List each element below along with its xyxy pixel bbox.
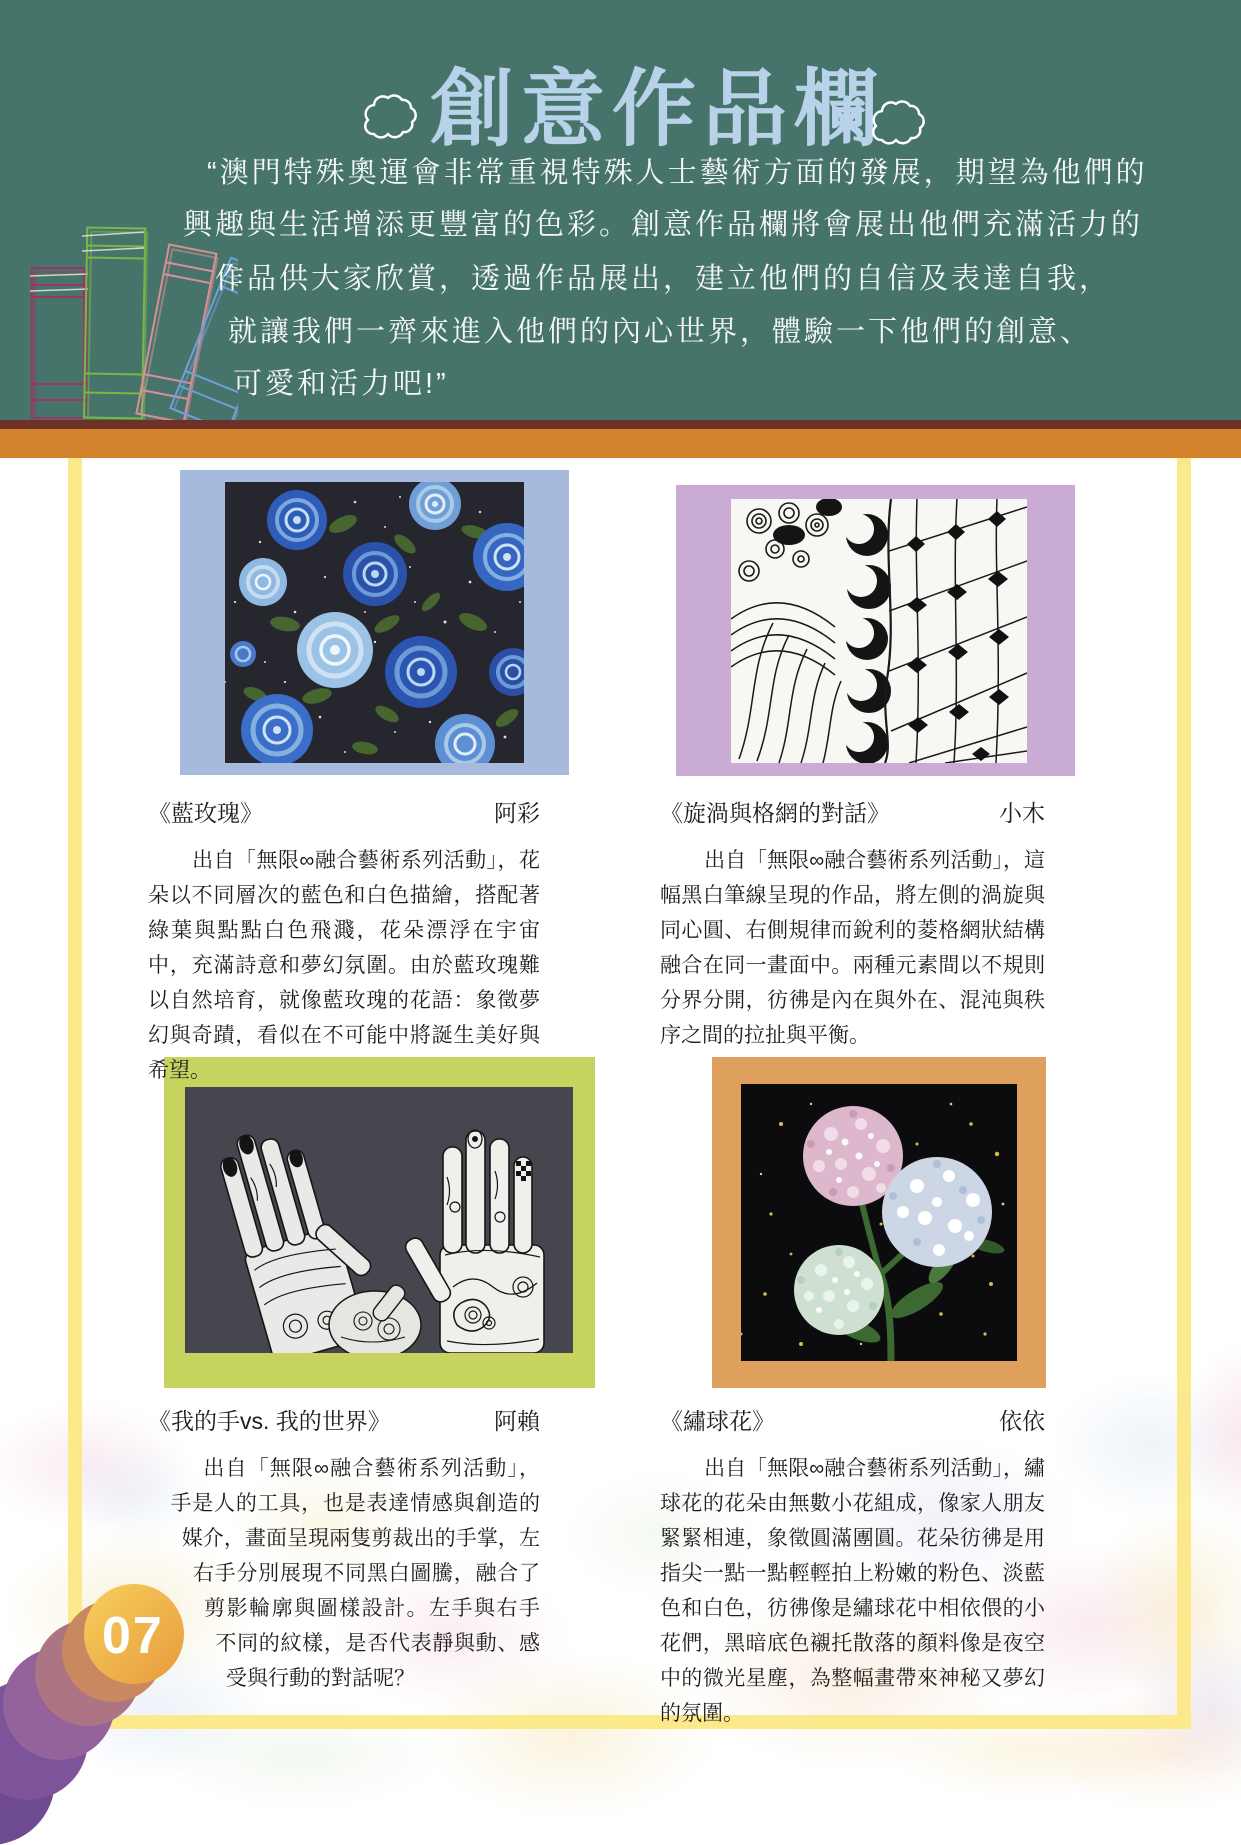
page-number: 07 (102, 1607, 164, 1665)
artwork-description (148, 1451, 540, 1696)
hydrangea-artwork-image (741, 1084, 1017, 1361)
artwork-caption (148, 1403, 540, 1436)
artwork-card-paper-hands (164, 1057, 595, 1388)
intro-line: 就讓我們一齊來進入他們的內心世界，體驗一下他們的創意、 (228, 316, 1093, 348)
artwork-title: 《我的手vs. 我的世界》 (148, 1408, 391, 1434)
swirl-grid-artwork-image (731, 499, 1027, 763)
frame-border-left (68, 458, 82, 1729)
artwork-artist: 阿賴 (494, 1408, 540, 1434)
description-text: 出自「無限∞融合藝術系列活動」，手是人的工具，也是表達情感與創造的媒介，畫面呈現兩隻剪裁出的手掌，左右手分別展現不同黑白圖騰，融合了剪影輪廓與圖樣設計。左手與右手不同的紋樣，是否代表靜與動、感受與行動的對話呢？ (170, 1457, 540, 1690)
artwork-caption (148, 795, 540, 828)
intro-line: 作品供大家欣賞，透過作品展出，建立他們的自信及表達自我， (215, 263, 1112, 295)
artwork-description: 出自「無限∞融合藝術系列活動」，繡球花的花朵由無數小花組成，像家人朋友緊緊相連，象徵圓滿團圓。花朵彷彿是用指尖一點一點輕輕拍上粉嫩的粉色、淡藍色和白色，彷彿像是繡球花中相依偎的小花們，黑暗底色襯托散落的顏料像是夜空中的微光星塵，為整幅畫帶來神秘又夢幻的氛圍。 (660, 1457, 1045, 1725)
artwork-artist: 小木 (999, 800, 1045, 826)
artwork-card-blue-roses (180, 470, 569, 775)
artwork-artist: 依依 (999, 1408, 1045, 1434)
intro-line: 興趣與生活增添更豐富的色彩。創意作品欄將會展出他們充滿活力的 (183, 209, 1144, 241)
artwork-description: 出自「無限∞融合藝術系列活動」，花朵以不同層次的藍色和白色描繪，搭配著綠葉與點點白色飛濺，花朵漂浮在宇宙中，充滿詩意和夢幻氛圍。由於藍玫瑰難以自然培育，就像藍玫瑰的花語：象徵夢幻與奇蹟，看似在不可能中將誕生美好與希望。 (148, 849, 540, 1082)
artwork-caption (660, 795, 1045, 828)
frame-border-right (1177, 458, 1191, 1729)
shelf-stripe (0, 420, 1241, 429)
artwork-title: 《藍玫瑰》 (148, 800, 263, 826)
artwork-title: 《繡球花》 (660, 1408, 775, 1434)
paper-hands-artwork-image (185, 1087, 573, 1353)
cloud-doodle-icon (866, 92, 932, 152)
artwork-description: 出自「無限∞融合藝術系列活動」，這幅黑白筆線呈現的作品，將左側的渦旋與同心圓、右側規律而銳利的菱格網狀結構融合在同一畫面中。兩種元素間以不規則分界分開，彷彿是內在與外在、混沌與秩序之間的拉扯與平衡。 (660, 849, 1045, 1047)
accent-stripe (0, 429, 1241, 458)
intro-line: 可愛和活力吧!” (233, 368, 449, 400)
artwork-caption (660, 1403, 1045, 1436)
artwork-card-swirl-grid (676, 485, 1075, 776)
blue-roses-artwork-image (225, 482, 524, 763)
intro-line: “澳門特殊奧運會非常重視特殊人士藝術方面的發展，期望為他們的 (207, 157, 1148, 189)
artwork-artist: 阿彩 (494, 800, 540, 826)
cloud-doodle-icon (358, 86, 424, 146)
artwork-title: 《旋渦與格網的對話》 (660, 800, 890, 826)
artwork-card-hydrangea (712, 1057, 1046, 1388)
page-title: 創意作品欄 (430, 62, 886, 156)
